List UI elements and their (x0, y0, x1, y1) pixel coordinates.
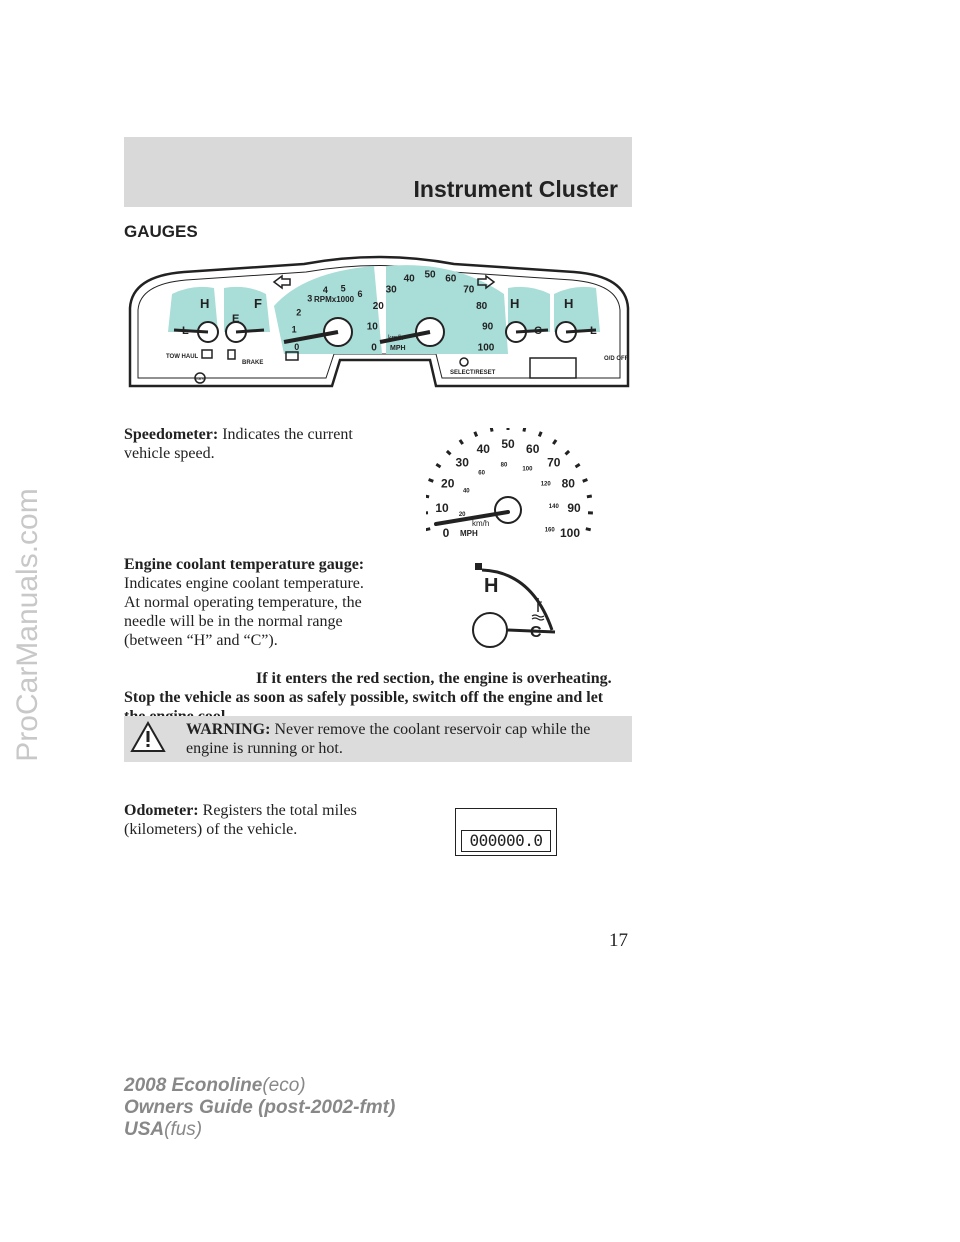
speedometer-kmh-label: 80 (500, 462, 508, 469)
speedometer-tick-mark (436, 464, 440, 467)
page-number: 17 (609, 930, 628, 951)
footer-line-1 (124, 1075, 395, 1097)
speedometer-kmh-label: 100 (522, 466, 533, 473)
rpm-tick-label: 3 (307, 293, 313, 304)
speedometer-kmh-label: 140 (548, 504, 559, 511)
select-reset-label: SELECT/RESET (450, 370, 496, 376)
coolant-cold-label: C (530, 624, 542, 641)
speedometer-mph-label: 0 (442, 525, 450, 540)
cluster-mph-tick-label: 10 (366, 321, 378, 333)
cluster-kmh-unit: km/h (388, 335, 404, 342)
speedometer-tick-mark (475, 432, 477, 437)
speedometer-tick-mark (539, 432, 541, 437)
speedometer-kmh-label: 60 (478, 470, 485, 477)
speedometer-term: Speedometer: (124, 426, 219, 443)
cluster-mph-tick-label: 70 (463, 284, 475, 296)
footer-market-code: (fus) (164, 1119, 203, 1140)
speedometer-mph-labels (435, 437, 581, 540)
fuel-full-label: F (254, 296, 262, 311)
speedometer-mph-label: 10 (435, 500, 449, 515)
coolant-term: Engine coolant temperature gauge: (124, 556, 365, 573)
warning-triangle-icon (130, 721, 166, 753)
speedometer-mph-label: 20 (441, 476, 455, 491)
volt-hot-label: H (564, 296, 574, 311)
speedometer-description: Indicates the current vehicle speed. (124, 426, 353, 462)
odometer-paragraph (124, 801, 384, 839)
coolant-description: Indicates engine coolant temperature. At normal operating temperature, the needle will be in the normal range (between “H” and “C”). (124, 575, 364, 649)
speedometer-paragraph (124, 425, 354, 463)
section-title: GAUGES (124, 222, 198, 241)
watermark (4, 300, 52, 950)
odometer-description: Registers the total miles (kilometers) of the vehicle. (124, 802, 357, 838)
speedometer-mph-label: 50 (501, 437, 515, 452)
footer-line-2 (124, 1097, 395, 1119)
speedometer-mph-label: 90 (567, 500, 581, 515)
cluster-mph-tick-label: 50 (424, 269, 436, 281)
speedometer-tick-mark (583, 480, 588, 482)
rpm-tick-label: 6 (357, 289, 363, 299)
chapter-title: Instrument Cluster (413, 176, 618, 202)
speedometer-tick-mark (491, 428, 492, 432)
odometer-reading: 000000.0 (469, 831, 543, 850)
speedometer-tick-mark (429, 480, 434, 482)
coolant-paragraph (124, 555, 382, 650)
cluster-mph-unit: MPH (390, 345, 406, 352)
cluster-mph-tick-label: 100 (477, 342, 495, 354)
speedometer-tick-mark (586, 529, 591, 530)
footer (124, 1075, 395, 1141)
cluster-mph-tick-label: 0 (371, 342, 377, 354)
cluster-mph-tick-label: 80 (476, 301, 488, 313)
oil-low-label: L (182, 325, 189, 337)
speedometer-tick-mark (426, 496, 429, 497)
watermark-text: ProCarManuals.com (11, 488, 44, 762)
speedometer-mph-label: 100 (559, 525, 581, 540)
temp-cold-label: C (534, 325, 542, 337)
cluster-mph-tick-label: 20 (372, 301, 384, 313)
cluster-mph-tick-label: 90 (482, 321, 494, 333)
speedometer-tick-mark (576, 464, 580, 467)
speedometer-kmh-label: 160 (544, 527, 555, 534)
footer-model-code: (eco) (262, 1075, 306, 1096)
speedometer-mph-label: 30 (455, 455, 469, 470)
warning-box (124, 716, 632, 762)
oil-hot-label: H (200, 296, 210, 311)
warning-text-block (186, 720, 626, 758)
od-off-label: O/D OFF (604, 356, 629, 362)
speedometer-illustration (426, 428, 598, 540)
speedometer-tick-mark (524, 428, 525, 432)
speedometer-kmh-label: 20 (458, 512, 466, 519)
speedometer-kmh-label: 120 (540, 481, 551, 488)
speedometer-tick-mark (587, 496, 592, 497)
speedometer-mph-unit: MPH (460, 529, 478, 538)
coolant-hot-label: H (484, 575, 499, 597)
coolant-hot-marker (475, 563, 482, 570)
warning-text: Never remove the coolant reservoir cap while the engine is running or hot. (186, 721, 591, 757)
brake-label: BRAKE (242, 360, 264, 366)
volt-low-label: L (590, 325, 597, 337)
cluster-mph-tick-label: 30 (385, 284, 397, 296)
footer-guide: Owners Guide (post-2002-fmt) (124, 1097, 396, 1118)
warning-label: WARNING: (186, 721, 271, 738)
speedometer-mph-label: 60 (526, 442, 540, 456)
speedometer-mph-label: 70 (547, 455, 561, 470)
speedometer-mph-label: 80 (561, 476, 575, 491)
speedometer-kmh-unit: km/h (472, 519, 490, 528)
odometer-illustration (455, 808, 557, 856)
odometer-window (461, 830, 551, 852)
cluster-mph-tick-label: 60 (445, 273, 457, 285)
cluster-odometer-display (530, 358, 576, 378)
footer-line-3 (124, 1119, 395, 1141)
coolant-bold-text: If it enters the red section, the engine is overheating. Stop the vehicle as soon as safely possible, switch off the engine and let (124, 670, 612, 706)
speedometer-tick-mark (566, 451, 570, 454)
rpm-tick-label: 5 (340, 283, 346, 294)
tow-haul-label: TOW HAUL (166, 354, 199, 360)
rpm-tick-label: 2 (296, 307, 302, 318)
rpm-label: RPMx1000 (314, 295, 355, 304)
coolant-gauge-illustration (462, 560, 562, 650)
instrument-cluster-illustration (124, 246, 634, 396)
cluster-mph-tick-label: 40 (403, 273, 415, 285)
speedometer-tick-mark (553, 440, 556, 444)
temp-hot-label: H (510, 296, 520, 311)
speedometer-tick-mark (460, 440, 463, 444)
speedometer-tick-mark (447, 451, 451, 454)
fuel-empty-label: E (232, 313, 240, 325)
rpm-tick-label: 0 (294, 342, 300, 353)
chapter-header (124, 137, 632, 207)
speedometer-kmh-label: 40 (462, 488, 470, 495)
rpm-tick-label: 4 (322, 285, 328, 295)
footer-market: USA (124, 1119, 165, 1140)
abs-label: ABS (196, 376, 205, 381)
coolant-gauge-hub (473, 613, 507, 647)
footer-model: 2008 Econoline (124, 1075, 263, 1096)
speedometer-hub (495, 497, 521, 523)
speedometer-mph-label: 40 (476, 442, 490, 456)
speedometer-tick-mark (426, 529, 430, 530)
odometer-term: Odometer: (124, 802, 199, 819)
rpm-tick-label: 1 (291, 324, 297, 335)
